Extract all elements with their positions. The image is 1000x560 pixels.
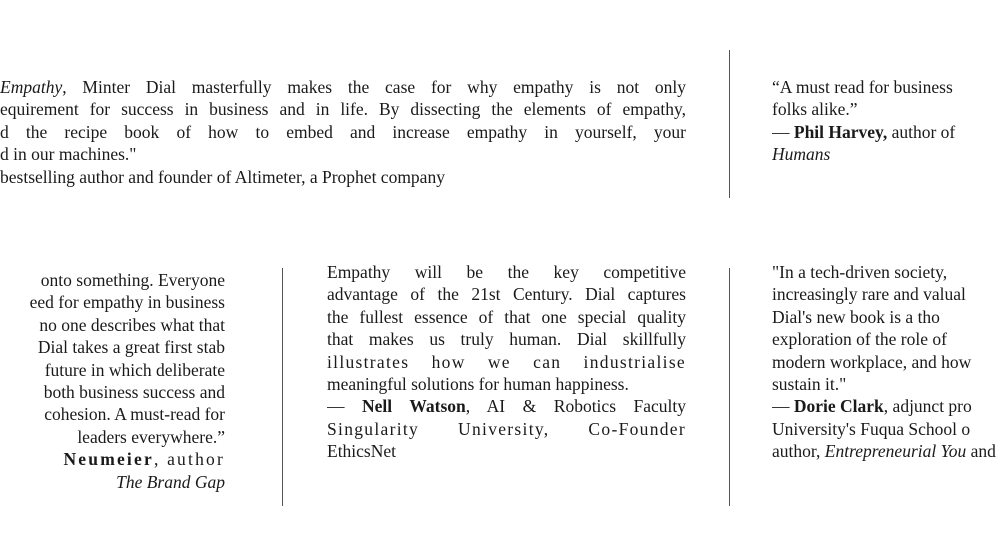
book-title: The Brand Gap bbox=[116, 471, 225, 492]
testimonial-top-right: “A must read for business folks alike.” — Phil Harvey, author of Humans bbox=[772, 76, 1000, 166]
author-name: Nell Watson bbox=[362, 396, 466, 417]
book-title: Empathy bbox=[0, 77, 63, 97]
testimonial-bottom-left: onto something. Everyone eed for empathy in business no one describes what that Dial takes a great first stab future in which deliberate both business success and cohesion. A must-read for leaders everywhere.” Neumeier, author The Brand Gap bbox=[0, 269, 225, 493]
divider-top-right bbox=[729, 50, 730, 198]
divider-bottom-right bbox=[729, 268, 730, 506]
divider-bottom-left bbox=[282, 268, 283, 506]
attribution: bestselling author and founder of Altimeter, a Prophet company bbox=[0, 166, 445, 187]
book-title: Humans bbox=[772, 144, 831, 165]
attribution: — Nell Watson, AI & Robotics Faculty bbox=[327, 396, 686, 417]
book-title: Entrepreneurial You bbox=[824, 441, 967, 462]
testimonial-bottom-right: "In a tech-driven society, increasingly rare and valual Dial's new book is a tho exploration of the role of modern workplace, and how sustain it." — Dorie Clark, adjunct pro University's Fuqua School o author, Entrepreneurial You and bbox=[772, 261, 1000, 463]
attribution: — Phil Harvey, author of bbox=[772, 121, 956, 142]
testimonial-middle: Empathy will be the key competitive advantage of the 21st Century. Dial captures the fullest essence of that one special quality that makes us truly human. Dial skillfully illustrates how we can industrialise meaningful solutions for human happiness. — Nell Watson, AI & Robotics Faculty Singularity University, Co-Founder EthicsNet bbox=[327, 262, 686, 462]
attribution: — Dorie Clark, adjunct pro bbox=[772, 396, 972, 417]
attribution: Neumeier, author bbox=[63, 449, 225, 470]
author-name: Dorie Clark bbox=[793, 396, 884, 417]
author-name: Phil Harvey, bbox=[793, 121, 888, 142]
testimonial-top-left: Empathy, Minter Dial masterfully makes the case for why empathy is not only equirement for success in business and in life. By dissecting the elements of empathy, d the recipe book of how to embed and increase empathy in yourself, your d in our machines." bestselling author and founder of Altimeter, a Prophet company bbox=[0, 77, 686, 187]
author-name: Neumeier bbox=[63, 449, 154, 470]
